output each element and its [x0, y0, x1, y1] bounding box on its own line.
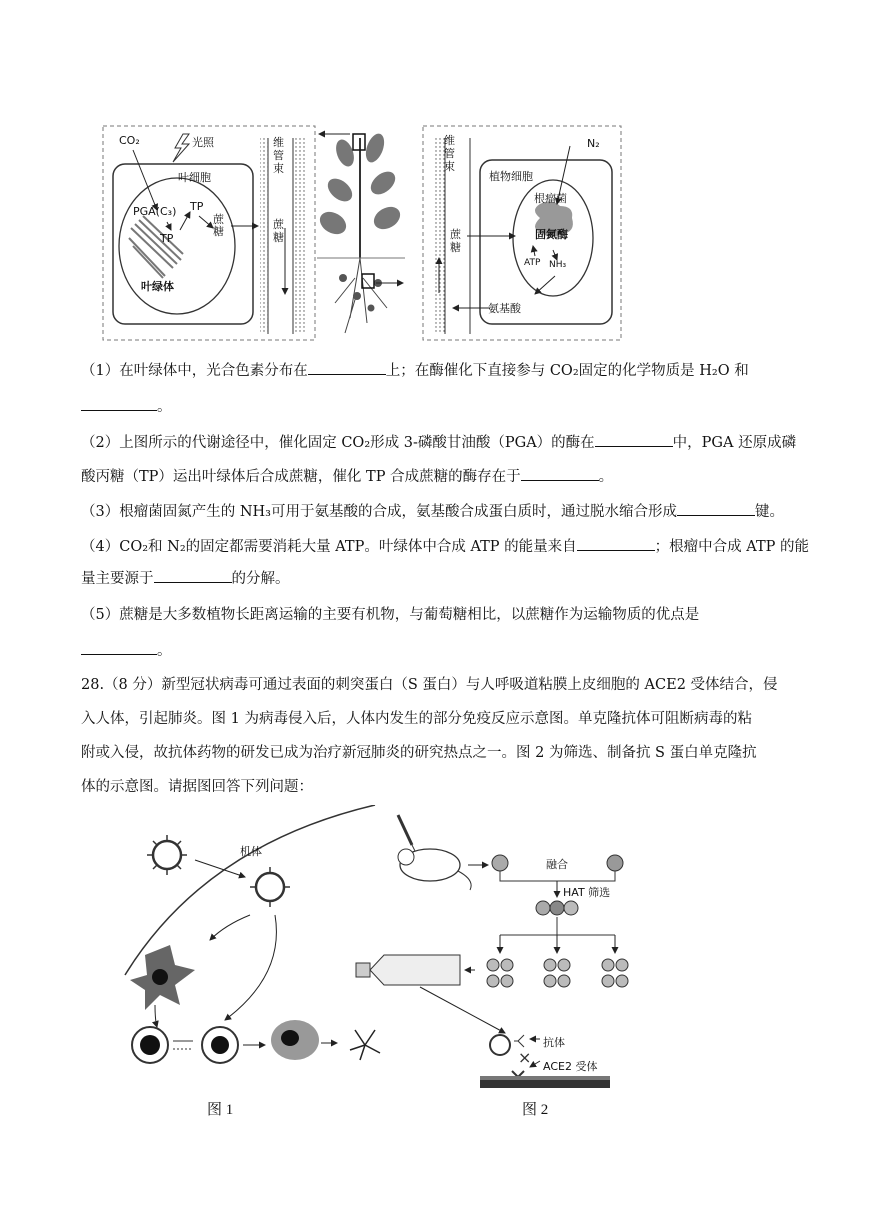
label-nitrogenase: 固氮酶: [535, 228, 568, 241]
label-sucrose: 蔗糖: [213, 213, 224, 238]
question-1-line-2: 。: [81, 396, 172, 417]
virus-icon: [147, 835, 187, 875]
label-plant-cell: 植物细胞: [489, 170, 533, 183]
label-rhizobium: 根瘤菌: [534, 192, 567, 205]
question-5-line-1: （5）蔗糖是大多数植物长距离运输的主要有机物，与葡萄糖相比，以蔗糖作为运输物质的优点是: [81, 607, 700, 623]
fig2-caption: 图 2: [522, 1102, 549, 1118]
label-chloroplast: 叶绿体: [141, 280, 174, 293]
question-3: （3）根瘤菌固氮产生的 NH₃可用于氨基酸的合成，氨基酸合成蛋白质时，通过脱水缩合形成 键。: [81, 501, 784, 522]
fig2-hat-label: HAT 筛选: [563, 886, 611, 899]
svg-text:×: ×: [518, 1048, 532, 1067]
question-4-line-2: 量主要源于 的分解。: [81, 568, 290, 589]
label-nh3: NH₃: [549, 260, 567, 270]
label-tp1: TP: [190, 200, 204, 213]
label-sucrose-right: 蔗糖: [450, 228, 461, 254]
q28-line-3: 附或入侵，故抗体药物的研发已成为治疗新冠肺炎的研究热点之一。图 2 为筛选、制备抗 S 蛋白单克隆抗: [81, 745, 757, 761]
plant-illustration: [316, 131, 405, 333]
label-pga: PGA(C₃): [133, 205, 177, 218]
question-1-line-1: （1）在叶绿体中，光合色素分布在 上；在酶催化下直接参与 CO₂固定的化学物质是 H₂O 和: [81, 360, 749, 381]
label-atp: ATP: [524, 258, 541, 268]
label-n2: N₂: [587, 137, 600, 150]
question-5-line-2: 。: [81, 640, 172, 661]
q28-line-2: 入人体，引起肺炎。图 1 为病毒侵入后，人体内发生的部分免疫反应示意图。单克隆抗体可阻断病毒的粘: [81, 711, 752, 727]
virus-icon: [250, 867, 290, 907]
label-co2: CO₂: [119, 134, 140, 147]
fig2-fusion-label: 融合: [546, 858, 568, 871]
fig1-body-label: 机体: [240, 845, 262, 858]
label-light: 光照: [192, 136, 214, 149]
label-vascular-sucrose-left: 蔗糖: [273, 218, 284, 244]
q28-line-1: 28.（8 分）新型冠状病毒可通过表面的刺突蛋白（S 蛋白）与人呼吸道粘膜上皮细胞的 ACE2 受体结合，侵: [81, 677, 778, 693]
q28-line-4: 体的示意图。请据图回答下列问题：: [81, 779, 313, 795]
figure-2: [350, 805, 650, 1090]
question-2-line-1: （2）上图所示的代谢途径中，催化固定 CO₂形成 3-磷酸甘油酸（PGA）的酶在 中，PGA 还原成磷: [81, 432, 796, 453]
question-2-line-2: 酸丙糖（TP）运出叶绿体后合成蔗糖，催化 TP 合成蔗糖的酶存在于 。: [81, 466, 613, 487]
label-vascular-right: 维管束: [444, 134, 455, 173]
label-vascular-left: 维管束: [273, 136, 284, 175]
label-tp2: TP: [160, 232, 174, 245]
fig2-antibody-label: 抗体: [543, 1036, 565, 1049]
fig1-caption: 图 1: [207, 1102, 234, 1118]
question-4-line-1: （4）CO₂和 N₂的固定都需要消耗大量 ATP。叶绿体中合成 ATP 的能量来自 ；根瘤中合成 ATP 的能: [81, 536, 809, 557]
label-leaf-cell: 叶细胞: [178, 171, 211, 184]
label-amino-acid: 氨基酸: [488, 302, 521, 315]
fig2-ace2-label: ACE2 受体: [543, 1060, 598, 1073]
